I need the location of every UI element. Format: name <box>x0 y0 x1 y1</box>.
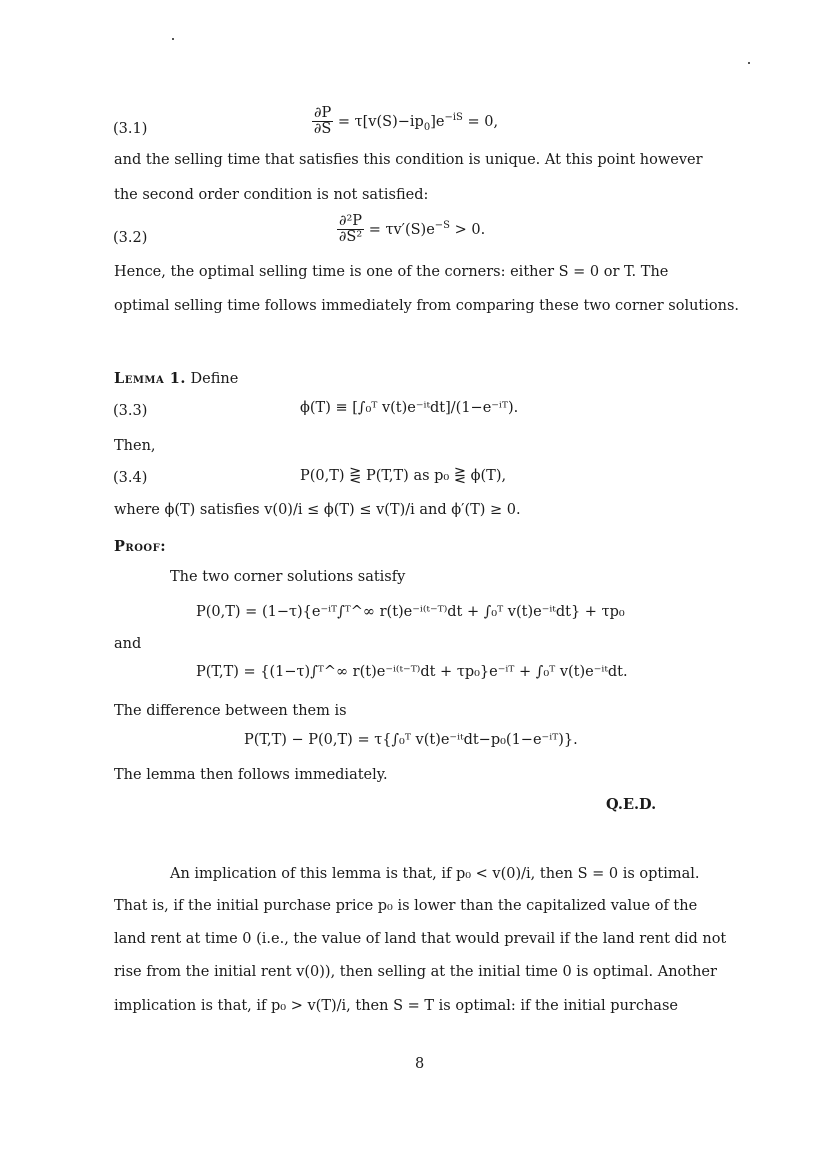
lemma-follows: The lemma then follows immediately. <box>114 767 388 783</box>
paragraph-line: That is, if the initial purchase price p₀ is lower than the capitalized value of the <box>114 898 698 914</box>
paragraph-line: An implication of this lemma is that, if p₀ < v(0)/i, then S = 0 is optimal. <box>170 866 700 882</box>
where-line: where ϕ(T) satisfies v(0)/i ≤ ϕ(T) ≤ v(T)/i and ϕ′(T) ≥ 0. <box>114 502 521 518</box>
fraction-denominator: ∂S² <box>338 229 363 245</box>
equation-3-1 <box>312 106 498 137</box>
proof-label: Proof: <box>114 538 167 555</box>
equation-3-2 <box>337 214 485 245</box>
and-text: and <box>114 636 142 652</box>
equation-p0t: P(0,T) = (1−τ){e⁻ⁱᵀ∫ᵀ^∞ r(t)e⁻ⁱ⁽ᵗ⁻ᵀ⁾dt + ∫₀ᵀ v(t)e⁻ⁱᵗdt} + τp₀ <box>196 604 625 620</box>
partial-fraction <box>312 106 333 137</box>
equation-rhs: = $\tau[v(S)-ip_0]e^{-iS} = 0$, <box>337 111 499 133</box>
scan-speck <box>748 62 750 64</box>
equation-number-3-2: (3.2) <box>113 230 148 246</box>
then-text: Then, <box>114 438 156 454</box>
paragraph-line: the second order condition is not satisfied: <box>114 187 429 203</box>
paragraph-line: land rent at time 0 (i.e., the value of land that would prevail if the land rent did not <box>114 931 727 947</box>
page-number: 8 <box>415 1056 425 1072</box>
lemma-define: Define <box>190 371 239 387</box>
equation-difference: P(T,T) − P(0,T) = τ{∫₀ᵀ v(t)e⁻ⁱᵗdt−p₀(1−e⁻ⁱᵀ)}. <box>244 732 578 748</box>
paragraph-line: and the selling time that satisfies this condition is unique. At this point however <box>114 152 703 168</box>
lemma-label: Lemma 1. <box>114 370 186 387</box>
difference-intro: The difference between them is <box>114 703 347 719</box>
equation-ptt: P(T,T) = {(1−τ)∫ᵀ^∞ r(t)e⁻ⁱ⁽ᵗ⁻ᵀ⁾dt + τp₀}e⁻ⁱᵀ + ∫₀ᵀ v(t)e⁻ⁱᵗdt. <box>196 664 628 680</box>
paragraph-line: rise from the initial rent v(0)), then selling at the initial time 0 is optimal. Another <box>114 964 717 980</box>
equation-number-3-1: (3.1) <box>113 121 148 137</box>
equation-3-3: ϕ(T) ≡ [∫₀ᵀ v(t)e⁻ⁱᵗdt]/(1−e⁻ⁱᵀ). <box>300 400 519 416</box>
equation-3-4: P(0,T) ⋛ P(T,T) as p₀ ⋛ ϕ(T), <box>300 468 507 484</box>
scan-speck <box>172 38 174 40</box>
paragraph-line: Hence, the optimal selling time is one of the corners: either S = 0 or T. The <box>114 264 669 280</box>
fraction-denominator: ∂S <box>313 121 332 137</box>
paragraph-line: optimal selling time follows immediately from comparing these two corner solutions. <box>114 298 740 314</box>
equation-number-3-3: (3.3) <box>113 403 148 419</box>
equation-number-3-4: (3.4) <box>113 470 148 486</box>
qed-mark: Q.E.D. <box>606 796 657 813</box>
equation-rhs: = $\tau v'(S)e^{-S} > 0$. <box>368 219 486 238</box>
paragraph-line: implication is that, if p₀ > v(T)/i, then S = T is optimal: if the initial purchase <box>114 998 678 1014</box>
proof-intro: The two corner solutions satisfy <box>170 569 406 585</box>
lemma-heading <box>114 370 238 387</box>
fraction-numerator: ∂²P <box>339 213 363 229</box>
second-partial-fraction <box>337 214 364 245</box>
fraction-numerator: ∂P <box>314 105 332 121</box>
